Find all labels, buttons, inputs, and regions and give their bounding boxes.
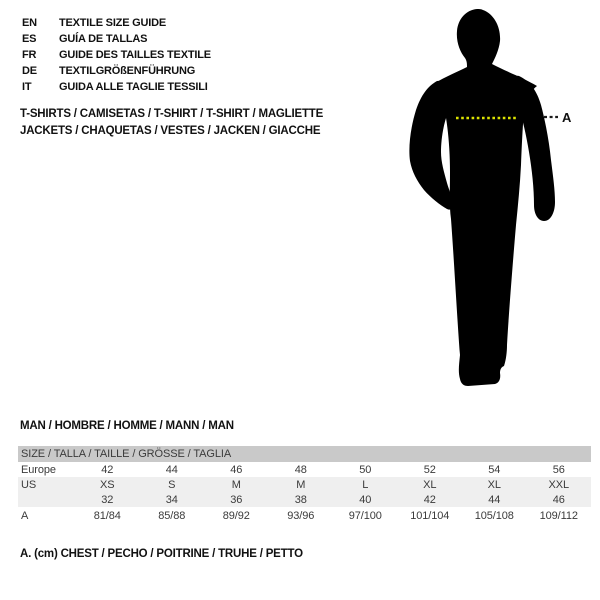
size-cell: 38	[294, 493, 307, 506]
product-line-tshirts: T-SHIRTS / CAMISETAS / T-SHIRT / T-SHIRT / MAGLIETTE	[20, 108, 324, 120]
man-silhouette-figure	[400, 0, 600, 400]
size-cell: 34	[165, 493, 178, 506]
size-cell: XL	[487, 478, 501, 491]
language-code: FR	[22, 49, 37, 61]
language-label: GUIDA ALLE TAGLIE TESSILI	[59, 81, 208, 93]
row-label: A	[21, 509, 29, 522]
size-cell: 89/92	[222, 509, 250, 522]
language-label: GUÍA DE TALLAS	[59, 33, 148, 45]
size-table	[18, 446, 591, 524]
language-code: ES	[22, 33, 37, 45]
size-cell: M	[296, 478, 306, 491]
size-cell: 40	[359, 493, 372, 506]
language-label: TEXTILE SIZE GUIDE	[59, 17, 167, 29]
row-label	[18, 492, 75, 507]
row-label: Europe	[21, 463, 56, 476]
size-cell: XL	[423, 478, 437, 491]
size-cell: 44	[488, 493, 501, 506]
measurement-footnote: A. (cm) CHEST / PECHO / POITRINE / TRUHE / PETTO	[20, 548, 303, 560]
size-cell: 109/112	[539, 509, 578, 522]
size-cell: XXL	[548, 478, 569, 491]
size-cell: 42	[423, 493, 436, 506]
size-cell: 46	[230, 463, 243, 476]
language-label: GUIDE DES TAILLES TEXTILE	[59, 49, 211, 61]
size-table-header: SIZE / TALLA / TAILLE / GRÖSSE / TAGLIA	[18, 446, 591, 462]
size-cell: 81/84	[93, 509, 121, 522]
table-row-chest-cm	[18, 507, 591, 524]
table-row-us	[18, 477, 591, 492]
size-cell: 50	[359, 463, 372, 476]
language-label: TEXTILGRÖßENFÜHRUNG	[59, 65, 196, 77]
language-list	[22, 15, 211, 95]
table-row-us-numeric	[18, 492, 591, 507]
size-cell: 93/96	[287, 509, 315, 522]
product-line-jackets: JACKETS / CHAQUETAS / VESTES / JACKEN / GIACCHE	[20, 125, 321, 137]
size-cell: XS	[100, 478, 115, 491]
size-cell: 97/100	[348, 509, 382, 522]
size-cell: S	[168, 478, 176, 491]
size-cell: 48	[294, 463, 307, 476]
size-cell: 36	[230, 493, 243, 506]
category-heading: MAN / HOMBRE / HOMME / MANN / MAN	[20, 420, 234, 432]
size-cell: 42	[101, 463, 114, 476]
language-code: EN	[22, 17, 37, 29]
product-type-lines	[20, 106, 323, 140]
size-cell: 32	[101, 493, 114, 506]
list-item	[22, 47, 211, 63]
list-item	[22, 15, 211, 31]
list-item	[22, 79, 211, 95]
size-cell: 56	[552, 463, 565, 476]
size-cell: 46	[552, 493, 565, 506]
size-cell: L	[362, 478, 369, 491]
table-row-europe	[18, 462, 591, 477]
language-code: DE	[22, 65, 37, 77]
size-cell: 105/108	[474, 509, 514, 522]
measurement-label-a: A	[562, 110, 572, 125]
size-cell: M	[231, 478, 241, 491]
size-cell: 44	[165, 463, 178, 476]
language-code: IT	[22, 81, 32, 93]
list-item	[22, 31, 211, 47]
size-cell: 54	[488, 463, 501, 476]
row-label: US	[21, 478, 37, 491]
list-item	[22, 63, 211, 79]
size-cell: 101/104	[410, 509, 450, 522]
size-cell: 85/88	[158, 509, 186, 522]
size-cell: 52	[423, 463, 436, 476]
man-silhouette-icon	[400, 0, 600, 400]
